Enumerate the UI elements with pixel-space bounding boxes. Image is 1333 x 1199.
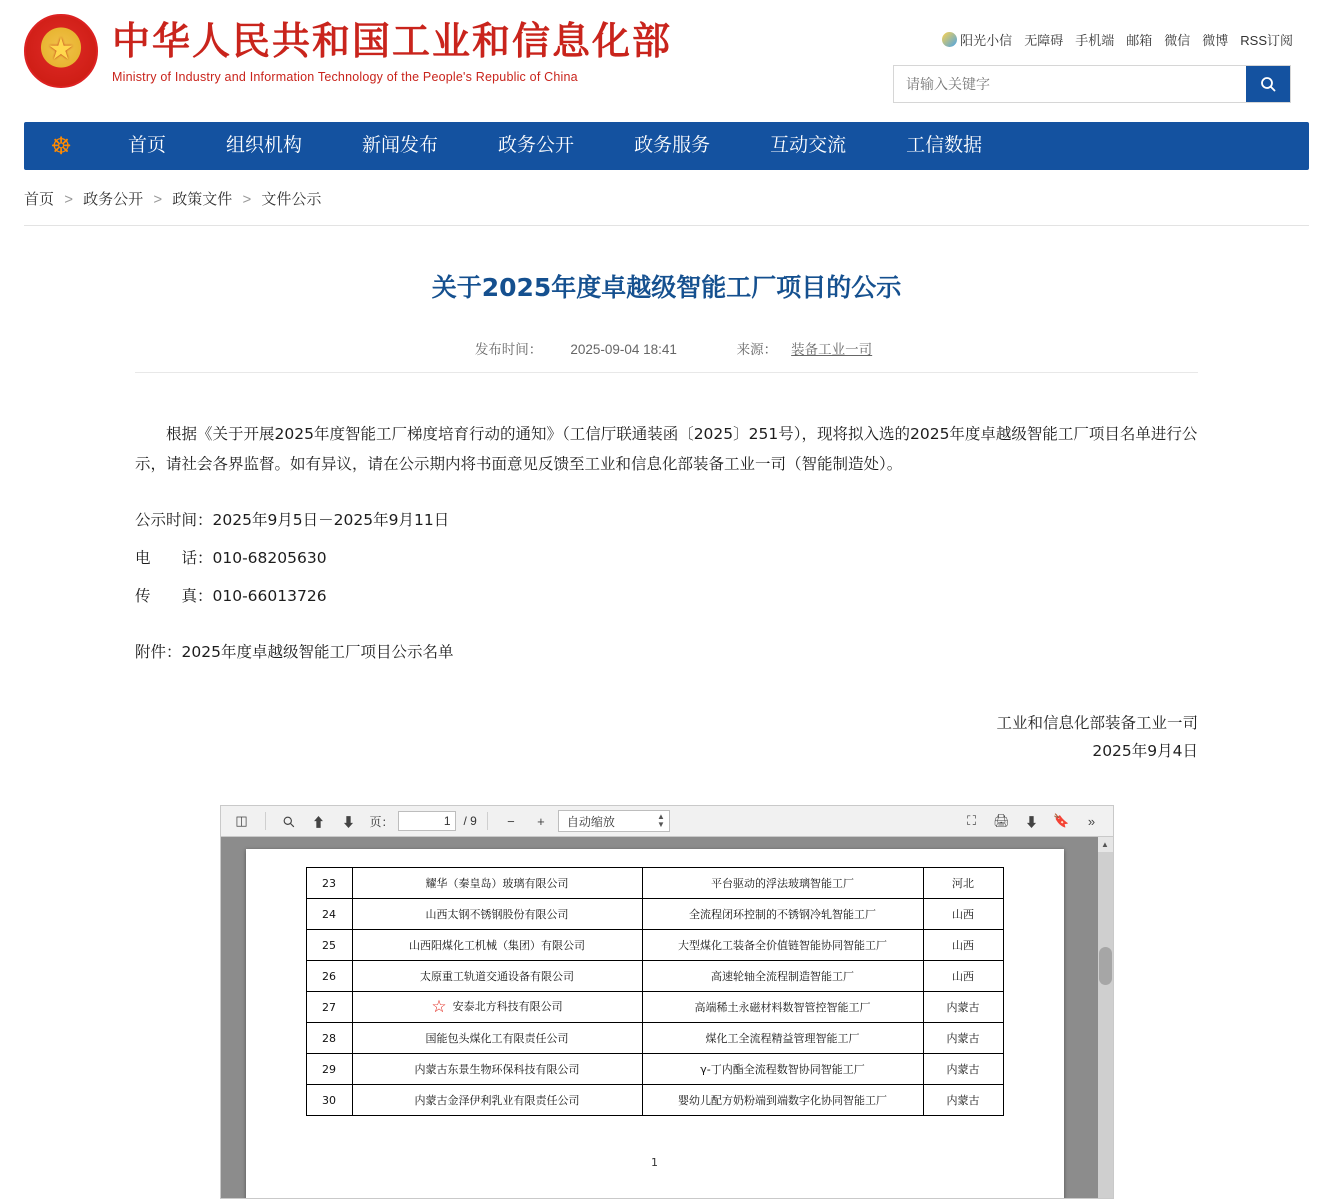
cell-region: 内蒙古: [923, 1023, 1003, 1054]
cell-company: 山西太钢不锈钢股份有限公司: [352, 899, 642, 930]
cell-region: 山西: [923, 930, 1003, 961]
cell-no: 23: [306, 868, 352, 899]
table-row: [306, 868, 1003, 899]
search-bar: [893, 65, 1291, 103]
national-emblem-icon: [24, 14, 98, 88]
breadcrumb-separator: >: [242, 191, 252, 208]
signature-org: 工业和信息化部装备工业一司: [996, 714, 1198, 732]
breadcrumb-item-govt-affairs[interactable]: 政务公开: [83, 191, 144, 208]
article-signature: [135, 709, 1198, 765]
header-right: [893, 14, 1293, 103]
cell-project: 煤化工全流程精益管理智能工厂: [642, 1023, 923, 1054]
table-row: [306, 992, 1003, 1023]
pdf-page-number: 1: [651, 1156, 658, 1169]
table-row: [306, 899, 1003, 930]
cell-no: 26: [306, 961, 352, 992]
publish-time: 发布时间： 2025-09-04 18:41: [474, 342, 677, 357]
minus-icon[interactable]: −: [498, 809, 524, 833]
cell-no: 27: [306, 992, 352, 1023]
search-input[interactable]: [894, 66, 1246, 102]
cell-no: 25: [306, 930, 352, 961]
site-brand[interactable]: [24, 14, 672, 88]
breadcrumb-item-home[interactable]: 首页: [24, 191, 55, 208]
breadcrumb: [24, 188, 1309, 226]
cell-project: 大型煤化工装备全价值链智能协同智能工厂: [642, 930, 923, 961]
pdf-body: [220, 837, 1114, 1199]
arrow-up-icon[interactable]: ⬆: [306, 809, 332, 833]
nav-item-home[interactable]: 首页: [128, 135, 167, 156]
site-header: [0, 0, 1333, 122]
cell-no: 28: [306, 1023, 352, 1054]
cell-project: 高速轮轴全流程制造智能工厂: [642, 961, 923, 992]
signature-date: 2025年9月4日: [1092, 742, 1198, 760]
contact-phone: 电 话：010-68205630: [135, 549, 327, 567]
sidebar-toggle-icon[interactable]: ◫: [229, 809, 255, 833]
plus-icon[interactable]: +: [528, 809, 554, 833]
brand-text: [112, 18, 672, 84]
search-icon[interactable]: [276, 809, 302, 833]
chevron-updown-icon: ▲ ▼: [656, 812, 665, 829]
contact-fax: 传 真：010-66013726: [135, 587, 327, 605]
breadcrumb-separator: >: [64, 191, 73, 208]
cell-project: 全流程闭环控制的不锈钢冷轧智能工厂: [642, 899, 923, 930]
pdf-viewer: [220, 805, 1114, 1199]
cell-region: 河北: [923, 868, 1003, 899]
article-notice-block: [135, 505, 1198, 611]
cell-region: 山西: [923, 899, 1003, 930]
nav-item-govt-service[interactable]: 政务服务: [634, 135, 711, 156]
article: [0, 268, 1333, 765]
zoom-value: 自动缩放: [566, 814, 615, 829]
top-links: [893, 30, 1293, 49]
cell-no: 24: [306, 899, 352, 930]
arrow-down-icon[interactable]: ⬇: [336, 809, 362, 833]
top-link-mail[interactable]: 邮箱: [1126, 33, 1153, 48]
double-chevron-right-icon[interactable]: »: [1079, 809, 1105, 833]
cell-project: 婴幼儿配方奶粉端到端数字化协同智能工厂: [642, 1085, 923, 1116]
attachment-label[interactable]: 附件：2025年度卓越级智能工厂项目公示名单: [135, 643, 454, 661]
table-row: [306, 1085, 1003, 1116]
page-input[interactable]: [398, 811, 456, 831]
article-paragraph-1: 根据《关于开展2025年度智能工厂梯度培育行动的通知》（工信厅联通装函〔2025〕251号），现将拟入选的2025年度卓越级智能工厂项目名单进行公示，请社会各界监督。如有异议，请在公示期内将书面意见反馈至工业和信息化部装备工业一司（智能制造处）。: [135, 425, 1198, 473]
nav-item-interaction[interactable]: 互动交流: [770, 135, 847, 156]
cell-project: 高端稀土永磁材料数智管控智能工厂: [642, 992, 923, 1023]
printer-icon[interactable]: 🖨: [989, 809, 1015, 833]
pdf-page: [246, 849, 1064, 1199]
cell-company: 内蒙古东景生物环保科技有限公司: [352, 1054, 642, 1085]
table-row: [306, 1054, 1003, 1085]
notice-time: 公示时间：2025年9月5日－2025年9月11日: [135, 511, 450, 529]
nav-item-govt-affairs[interactable]: 政务公开: [498, 135, 575, 156]
table-row: [306, 930, 1003, 961]
cell-project: 平台驱动的浮法玻璃智能工厂: [642, 868, 923, 899]
top-link-rss[interactable]: RSS订阅: [1240, 33, 1293, 48]
breadcrumb-item-policy-docs[interactable]: 政策文件: [172, 191, 233, 208]
cell-no: 29: [306, 1054, 352, 1085]
sun-icon: [942, 32, 957, 47]
article-meta: [135, 338, 1198, 373]
cell-region: 内蒙古: [923, 1054, 1003, 1085]
pdf-scrollbar[interactable]: [1098, 837, 1113, 1198]
cell-company: 太原重工轨道交通设备有限公司: [352, 961, 642, 992]
cell-region: 内蒙古: [923, 992, 1003, 1023]
top-link-mobile[interactable]: 手机端: [1075, 33, 1115, 48]
fullscreen-icon[interactable]: ⛶: [959, 809, 985, 833]
page-title: 关于2025年度卓越级智能工厂项目的公示: [431, 273, 902, 302]
pdf-toolbar: [220, 805, 1114, 837]
cell-company: 国能包头煤化工有限责任公司: [352, 1023, 642, 1054]
page-total: / 9: [463, 814, 477, 828]
site-title-cn: 中华人民共和国工业和信息化部: [112, 19, 673, 64]
cell-region: 山西: [923, 961, 1003, 992]
table-row: [306, 961, 1003, 992]
cell-company: 耀华（秦皇岛）玻璃有限公司: [352, 868, 642, 899]
cell-no: 30: [306, 1085, 352, 1116]
zoom-select[interactable]: [558, 810, 670, 832]
breadcrumb-item-public-notice[interactable]: 文件公示: [261, 191, 322, 208]
ministry-logo-icon: ☸: [50, 132, 72, 160]
cell-project: γ-丁内酯全流程数智协同智能工厂: [642, 1054, 923, 1085]
bookmark-icon[interactable]: 🔖: [1049, 809, 1075, 833]
cell-company-highlighted: ☆ 安泰北方科技有限公司: [352, 992, 642, 1023]
article-source: 来源： 装备工业一司: [736, 342, 873, 357]
download-icon[interactable]: ⬇: [1019, 809, 1045, 833]
nav-item-data[interactable]: 工信数据: [906, 135, 983, 156]
scrollbar-thumb[interactable]: [1099, 947, 1112, 985]
top-link-sunshine[interactable]: 阳光小信: [942, 30, 1012, 49]
toolbar-divider: [265, 812, 266, 830]
cell-company: 山西阳煤化工机械（集团）有限公司: [352, 930, 642, 961]
table-row: [306, 1023, 1003, 1054]
top-link-wechat[interactable]: 微信: [1164, 33, 1191, 48]
article-body: [135, 419, 1198, 667]
nav-item-organization[interactable]: 组织机构: [226, 135, 303, 156]
cell-region: 内蒙古: [923, 1085, 1003, 1116]
top-link-weibo[interactable]: 微博: [1202, 33, 1229, 48]
star-icon: ☆: [431, 997, 447, 1017]
search-icon: [1259, 75, 1277, 93]
page-label: 页：: [369, 814, 394, 829]
project-list-table: [306, 867, 1004, 1116]
main-navigation: [24, 122, 1309, 170]
toolbar-divider: [487, 812, 488, 830]
breadcrumb-separator: >: [153, 191, 163, 208]
search-button[interactable]: [1246, 66, 1290, 102]
site-title-en: Ministry of Industry and Information Technology of the People's Republic of China: [112, 69, 578, 84]
cell-company: 内蒙古金泽伊利乳业有限责任公司: [352, 1085, 642, 1116]
scroll-up-icon[interactable]: ▲: [1098, 837, 1113, 852]
top-link-accessibility[interactable]: 无障碍: [1024, 33, 1064, 48]
nav-item-news[interactable]: 新闻发布: [362, 135, 439, 156]
article-attachment-block: [135, 637, 1198, 667]
